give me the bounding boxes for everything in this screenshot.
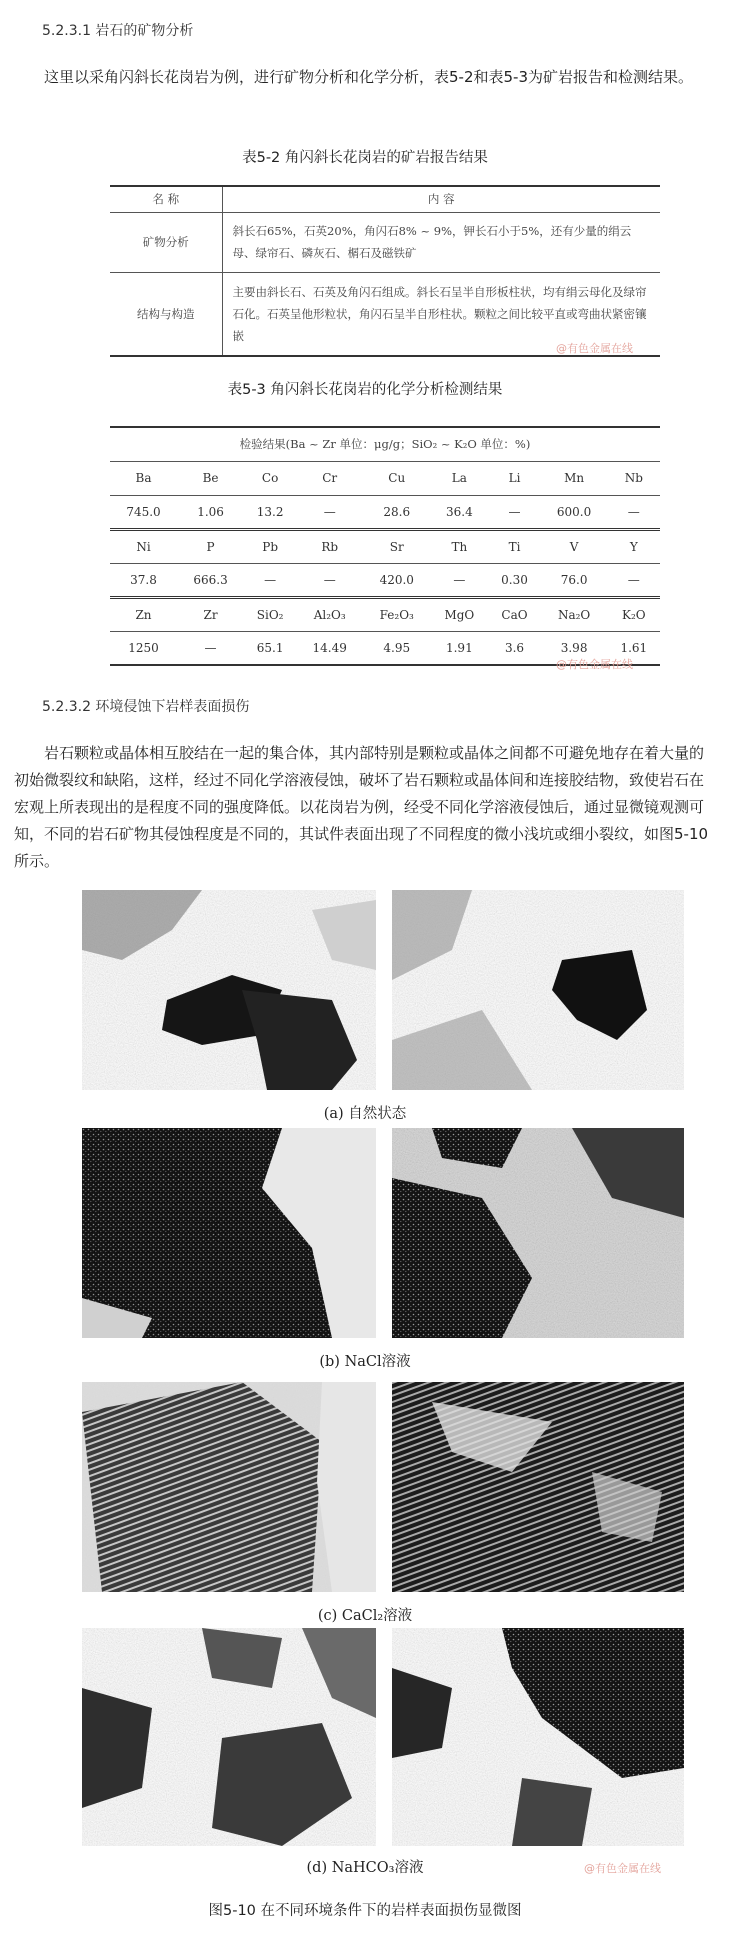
element-header: Cr [322,471,338,485]
element-value: 37.8 [130,572,157,587]
micrograph-b-right [392,1128,684,1338]
subcaption-a: (a) 自然状态 [323,1106,407,1122]
micrograph-c-right [392,1382,684,1592]
micrograph-d-right [392,1628,684,1846]
element-value: — [627,572,640,587]
element-value: 4.95 [383,640,411,655]
element-value: 0.30 [501,572,528,587]
table2-title: 表5-3 角闪斜长花岗岩的化学分析检测结果 [227,382,503,398]
watermark-text: @有色金属在线 [556,342,633,355]
damage-paragraph: 岩石颗粒或晶体相互胶结在一起的集合体，其内部特别是颗粒或晶体之间都不可避免地存在着大量的初始微裂纹和缺陷，这样，经过不同化学溶液侵蚀，破坏了岩石颗粒或晶体间和连接胶结物，致使岩石在宏观上所表现出的是程度不同的强度降低。以花岗岩为例，经受不同化学溶液侵蚀后，通过显微镜观测可知，不同的岩石矿物其侵蚀程度是不同的，其试件表面出现了不同程度的微小浅坑或细小裂纹，如图5-10所示。 [14,744,709,870]
element-value: — [627,504,640,519]
element-value: 13.2 [256,504,284,519]
subcaption-d: (d) NaHCO₃溶液 [306,1860,424,1876]
element-value: — [453,572,466,587]
element-header: Sr [389,539,404,554]
element-header: Ba [135,471,152,485]
element-header: La [451,471,467,485]
element-value: 1250 [128,640,159,655]
element-header: Fe₂O₃ [379,607,414,622]
element-header: Mn [564,471,585,485]
intro-paragraph: 这里以采角闪斜长花岗岩为例，进行矿物分析和化学分析，表5-2和表5-3为矿岩报告和检测结果。 [44,68,694,86]
element-value: 745.0 [126,504,161,519]
chemical-analysis-table [110,426,660,666]
watermark-text: @有色金属在线 [556,658,633,671]
element-header: SiO₂ [256,607,284,622]
element-value: — [204,640,217,655]
element-header: Al₂O₃ [313,607,346,622]
table2-units-note: 检验结果(Ba ~ Zr 单位：μg/g；SiO₂ ~ K₂O 单位：%) [239,437,531,452]
element-header: Zr [203,607,218,622]
element-value: 76.0 [560,572,588,587]
element-value: 1.61 [620,640,648,655]
table1-row-name: 矿物分析 [110,212,222,272]
element-value: 3.6 [504,640,525,655]
element-header: P [206,539,215,554]
section-heading-5-2-3-2: 5.2.3.2 环境侵蚀下岩样表面损伤 [42,699,250,715]
element-value: — [508,504,521,519]
element-value: — [323,504,336,519]
micrograph-a-right [392,890,684,1090]
element-value: 1.06 [197,504,224,519]
element-header: Ni [136,539,151,554]
element-header: Y [629,539,638,554]
element-header: K₂O [621,607,646,622]
subcaption-c: (c) CaCl₂溶液 [317,1608,413,1624]
element-header: CaO [501,607,528,622]
element-header: Cu [388,471,406,485]
micrograph-a-left [82,890,376,1090]
element-value: — [323,572,336,587]
element-value: 600.0 [556,504,592,519]
table1-header-content: 内 容 [427,192,455,207]
element-value: 28.6 [383,504,411,519]
figure-caption: 图5-10 在不同环境条件下的岩样表面损伤显微图 [208,1903,522,1919]
element-header: MgO [444,607,475,622]
watermark-text: @有色金属在线 [584,1862,661,1875]
micrograph-d-left [82,1628,376,1846]
micrograph-c-left [82,1382,376,1592]
element-header: Co [261,471,279,485]
element-value: — [264,572,277,587]
element-header: Nb [624,471,643,485]
mineral-report-table [110,185,660,357]
element-value: 1.91 [445,640,473,655]
table1-row-content: 主要由斜长石、石英及角闪石组成。斜长石呈半自形板柱状，均有绢云母化及绿帘石化。石英呈他形粒状，角闪石呈半自形柱状。颗粒之间比较平直或弯曲状紧密镶嵌 [232,284,647,343]
element-header: Zn [135,607,152,622]
element-header: Na₂O [557,607,591,622]
element-value: 666.3 [193,572,228,587]
element-header: Pb [262,539,279,554]
element-value: 3.98 [560,640,588,655]
element-value: 420.0 [379,572,414,587]
element-header: Rb [321,539,339,554]
table1-row-content: 斜长石65%，石英20%，角闪石8% ~ 9%，钾长石小于5%，还有少量的绢云母、绿帘石、磷灰石、榍石及磁铁矿 [232,224,632,260]
element-header: Th [451,539,468,554]
table1-title: 表5-2 角闪斜长花岗岩的矿岩报告结果 [242,150,488,166]
element-header: Li [508,471,521,485]
subcaption-b: (b) NaCl溶液 [319,1354,411,1370]
micrograph-b-left [82,1128,376,1338]
section-heading-5-2-3-1: 5.2.3.1 岩石的矿物分析 [42,23,194,39]
element-value: 65.1 [256,640,284,655]
element-header: Ti [508,539,521,554]
element-value: 36.4 [445,504,473,519]
element-header: V [569,539,579,554]
table1-row-name: 结构与构造 [110,272,222,356]
element-value: 14.49 [312,640,347,655]
table1-header-name: 名 称 [110,186,222,212]
element-header: Be [202,471,219,485]
